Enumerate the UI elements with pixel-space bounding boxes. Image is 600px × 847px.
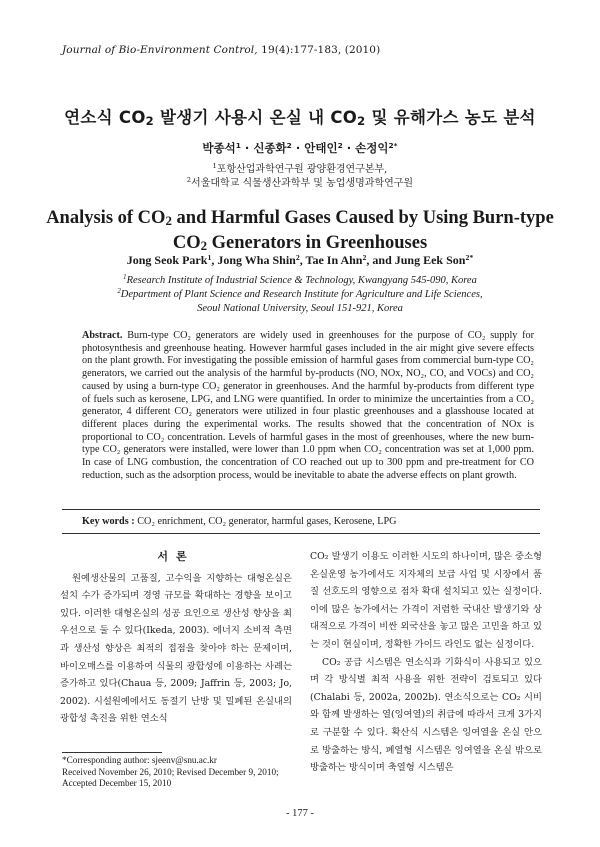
- korean-title-part: 발생기 사용시 온실 내 CO: [154, 108, 358, 127]
- keywords-text: CO₂ enrichment, CO₂ generator, harmful gases, Kerosene, LPG: [137, 516, 397, 527]
- corresponding-author: *Corresponding author: sjeenv@snu.ac.kr: [62, 755, 217, 765]
- author-mark: 1: [207, 253, 212, 262]
- abstract-text: Burn-type CO₂ generators are widely used in greenhouses for the purpose of CO₂ supply for photosynthesis and greenhouse heating. However harmful gases included in the air might give severe effects on the plant growth. For investigating the possible emission of harmful gases from commercial burn-type CO₂ generators, we carried out the analysis of the harmful by-products (NO, NOx, NO₂, CO, and VOCs) and CO₂ caused by using a burn-type CO₂ generator in greenhouses. And the harmful by-products from different type of fuels such as kerosene, LPG, and LNG were quantified. In order to minimize the uncertainties from a CO₂ generator, 4 different CO₂ generators were utilized in four plastic greenhouses and a glasshouse located at different places during the experimental works. The results showed that the concentration of NOx is proportional to CO₂ concentration. Levels of harmful gases in the most of greenhouses, where the new burn-type CO₂ generators were installed, were lower than 1.0 ppm when CO₂ concentration was set at 1,000 ppm. In case of LNG combustion, the concentration of CO reached out up to 300 ppm and pre-treatment for CO reduction, such as the adsorption process, would be inevitable to abate the adverse effects on plant growth.: [82, 330, 535, 481]
- subscript: 2: [357, 114, 366, 128]
- subscript: 2: [200, 238, 208, 253]
- english-authors: [0, 253, 600, 268]
- author-name: 안태인: [304, 141, 338, 155]
- body-paragraph: 원예생산물의 고품질, 고수익을 지향하는 대형온실은 설치 수가 증가되며 경영 규모를 확대하는 경향을 보이고 있다. 이러한 대형온실의 성공 요인으로 생산성 향상을 최우선으로 둘 수 있다(Ikeda, 2003). 에너지 소비적 측면과 생산성 향상은 최적의 접점을 찾아야 하는 문제이며, 바이오매스를 이용하여 식물의 광합성에 이용하는 사례는 증가하고 있다(Chaua 등, 2009; Jaffrin 등, 2003; Jo, 2002). 시설원예에서도 동절기 난방 및 밀폐된 온실내의 광합성 촉진을 위한 연소식: [60, 572, 292, 725]
- author-separator: ·: [291, 141, 305, 155]
- journal-name: Journal of Bio-Environment Control,: [62, 44, 258, 56]
- korean-title-part: 연소식 CO: [64, 108, 146, 127]
- author-name: 박종석: [202, 141, 236, 155]
- author-mark: 2: [286, 141, 292, 150]
- affiliation-text: Research Institute of Industrial Science & Technology, Kwangyang 545-090, Korea: [126, 275, 477, 286]
- author-name: Jung Eek Son: [394, 253, 466, 267]
- author-mark: 2*: [465, 253, 474, 262]
- author-separator: ·: [342, 141, 356, 155]
- divider: [62, 533, 540, 534]
- affiliation-mark: 1: [212, 162, 217, 170]
- journal-citation: [62, 44, 380, 56]
- subscript: 2: [145, 114, 155, 128]
- author-mark: 2*: [388, 141, 398, 150]
- author-mark: 2: [337, 141, 343, 150]
- received-date: Received November 26, 2010; Revised December 9, 2010;: [62, 766, 279, 777]
- english-title-line-1: [0, 207, 600, 232]
- author-mark: 1: [235, 141, 241, 150]
- english-title-part: Analysis of CO: [46, 208, 166, 228]
- page-number: - 177 -: [286, 808, 314, 819]
- affiliation-text: 서울대학교 식물생산과학부 및 농업생명과학연구원: [191, 178, 414, 189]
- abstract-label: Abstract.: [82, 330, 123, 341]
- footnote-divider: [62, 752, 162, 753]
- english-affiliation-2: [0, 285, 600, 316]
- author-separator: ,: [299, 253, 306, 267]
- korean-title-part: 및 유해가스 농도 분석: [365, 108, 536, 127]
- english-title-part: CO: [172, 233, 201, 253]
- keywords: [82, 516, 534, 527]
- keywords-label: Key words :: [82, 516, 135, 527]
- section-heading: 서론: [157, 550, 195, 563]
- affiliation-mark: 2: [117, 288, 121, 295]
- footnote: [62, 755, 279, 790]
- korean-title: [0, 104, 600, 128]
- english-title-part: Generators in Greenhouses: [207, 233, 428, 253]
- author-separator: ,: [211, 253, 218, 267]
- affiliation-mark: 1: [123, 274, 127, 281]
- author-separator: ·: [240, 141, 254, 155]
- author-mark: 2: [362, 253, 367, 262]
- affiliation-text: Department of Plant Science and Research Institute for Agriculture and Life Sciences,: [120, 289, 483, 300]
- journal-issue: 19(4):177-183, (2010): [261, 44, 381, 56]
- author-name: 손정익: [355, 141, 389, 155]
- affiliation-mark: 2: [186, 176, 192, 184]
- body-paragraph: CO₂ 공급 시스템은 연소식과 기화식이 사용되고 있으며 각 방식별 최적 사용을 위한 전략이 검토되고 있다(Chalabi 등, 2002a, 2002b). 연소식으로는 CO₂ 시비와 함께 발생하는 열(잉여열)의 취급에 따라서 크게 3가지로 구분할 수 있다. 확산식 시스템은 잉여열을 온실 안으로 방출하는 방식, 폐열형 시스템은 잉여열을 온실 밖으로 방출하는 방식이며 축열형 시스템은: [310, 656, 542, 774]
- author-separator: , and: [366, 253, 395, 267]
- affiliation-text: 포항산업과학연구원 광양환경연구본부,: [216, 164, 388, 175]
- divider: [62, 509, 540, 510]
- author-mark: 2: [295, 253, 300, 262]
- korean-affiliation-1: [0, 160, 600, 175]
- korean-affiliation-2: [0, 174, 600, 189]
- subscript: 2: [165, 213, 172, 228]
- body-paragraph: CO₂ 발생기 이용도 이러한 시도의 하나이며, 많은 중소형 온실운영 농가에서도 지자체의 보급 사업 및 시장에서 품질 선호도의 영향으로 점차 확대 설치되고 있는 실정이다. 이에 많은 농가에서는 가격이 저렴한 국내산 발생기와 상대적으로 가격이 비싼 외국산을 놓고 많은 고민을 하고 있는 것이 현실이며, 정확한 가이드 라인도 없는 실정이다.: [310, 551, 542, 650]
- affiliation-text: Seoul National University, Seoul 151-921, Korea: [197, 303, 403, 314]
- author-name: Jong Seok Park: [126, 253, 208, 267]
- english-title: [0, 207, 600, 257]
- korean-authors: [0, 140, 600, 156]
- author-name: Tae In Ahn: [305, 253, 363, 267]
- abstract: [82, 330, 534, 482]
- body-column-left: [60, 548, 292, 728]
- author-name: Jong Wha Shin: [217, 253, 296, 267]
- author-name: 신종화: [253, 141, 287, 155]
- body-column-right: [310, 548, 542, 777]
- english-title-part: and Harmful Gases Caused by Using Burn-type: [171, 208, 554, 228]
- accepted-date: Accepted December 15, 2010: [62, 778, 172, 788]
